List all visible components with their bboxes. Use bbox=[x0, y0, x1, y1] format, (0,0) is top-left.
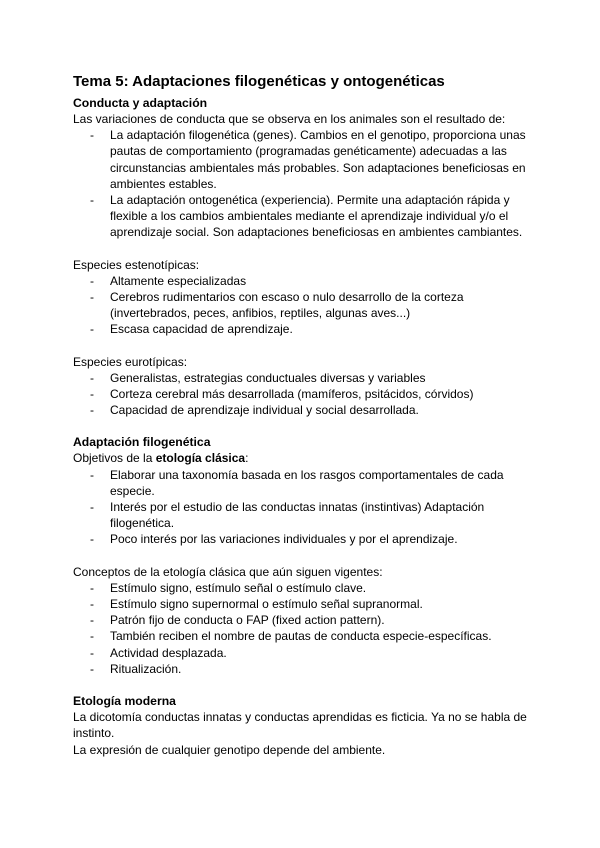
list-item: - Altamente especializadas bbox=[90, 273, 247, 288]
concepts-label: Conceptos de la etología clásica que aún siguen vigentes: bbox=[73, 564, 383, 579]
document-title: Tema 5: Adaptaciones filogenéticas y ontogenéticas bbox=[73, 73, 445, 90]
list-concepts bbox=[73, 580, 533, 677]
list-item: - La adaptación filogenética (genes). Cambios en el genotipo, proporciona unas pautas de comportamiento (programadas genéticamente) adecuadas a las circunstancias ambientales más probables. Son adaptaciones beneficiosas en ambientes estables. bbox=[90, 128, 526, 191]
list-item: - Corteza cerebral más desarrollada (mamíferos, psitácidos, córvidos) bbox=[90, 387, 474, 402]
document-page bbox=[73, 72, 533, 758]
list-item: - Patrón fijo de conducta o FAP (fixed action pattern). bbox=[90, 613, 385, 628]
dash-marker: - bbox=[90, 661, 94, 676]
spacer bbox=[73, 418, 533, 434]
list-item: - Ritualización. bbox=[90, 661, 182, 676]
dash-marker: - bbox=[90, 128, 94, 143]
dash-marker: - bbox=[90, 597, 94, 612]
list-item: - La adaptación ontogenética (experiencia). Permite una adaptación rápida y flexible a los cambios ambientales mediante el aprendizaje individual y/o el aprendizaje social. Son adaptaciones beneficiosas en ambientes cambiantes. bbox=[90, 193, 523, 240]
dash-marker: - bbox=[90, 580, 94, 595]
dash-marker: - bbox=[90, 193, 94, 208]
dash-marker: - bbox=[90, 403, 94, 418]
section-intro-filogenetica: Objetivos de la etología clásica: bbox=[73, 451, 249, 466]
dash-marker: - bbox=[90, 387, 94, 402]
dash-marker: - bbox=[90, 645, 94, 660]
spacer bbox=[73, 677, 533, 693]
dash-marker: - bbox=[90, 613, 94, 628]
dash-marker: - bbox=[90, 629, 94, 644]
spacer bbox=[73, 241, 533, 257]
stenotopic-label: Especies estenotípicas: bbox=[73, 257, 200, 272]
list-item: - Elaborar una taxonomía basada en los rasgos comportamentales de cada especie. bbox=[90, 467, 504, 498]
list-objectives bbox=[73, 467, 533, 548]
list-item: - Capacidad de aprendizaje individual y social desarrollada. bbox=[90, 403, 419, 418]
spacer bbox=[73, 338, 533, 354]
dash-marker: - bbox=[90, 290, 94, 305]
section-intro-conducta: Las variaciones de conducta que se observa en los animales son el resultado de: bbox=[73, 112, 506, 126]
list-item: - Poco interés por las variaciones individuales y por el aprendizaje. bbox=[90, 532, 458, 547]
list-item: - Generalistas, estrategias conductuales diversas y variables bbox=[90, 370, 426, 385]
section-heading-conducta: Conducta y adaptación bbox=[73, 96, 208, 110]
list-item: - Cerebros rudimentarios con escaso o nulo desarrollo de la corteza (invertebrados, peces, anfibios, reptiles, algunas aves...) bbox=[90, 290, 464, 321]
dash-marker: - bbox=[90, 500, 94, 515]
dash-marker: - bbox=[90, 273, 94, 288]
dash-marker: - bbox=[90, 370, 94, 385]
list-item: - Escasa capacidad de aprendizaje. bbox=[90, 322, 293, 337]
list-stenotopic bbox=[73, 273, 533, 338]
list-item: - También reciben el nombre de pautas de conducta especie-específicas. bbox=[90, 629, 492, 644]
paragraph: La dicotomía conductas innatas y conductas aprendidas es ficticia. Ya no se habla de instinto. bbox=[73, 710, 527, 741]
list-item: - Interés por el estudio de las conductas innatas (instintivas) Adaptación filogenética. bbox=[90, 500, 485, 531]
list-adaptations bbox=[73, 127, 533, 240]
section-heading-etologia-moderna: Etología moderna bbox=[73, 694, 176, 709]
dash-marker: - bbox=[90, 532, 94, 547]
section-heading-filogenetica: Adaptación filogenética bbox=[73, 435, 211, 450]
list-item: - Actividad desplazada. bbox=[90, 645, 227, 660]
list-eurytopic bbox=[73, 370, 533, 419]
spacer bbox=[73, 548, 533, 564]
list-item: - Estímulo signo supernormal o estímulo señal supranormal. bbox=[90, 597, 423, 612]
dash-marker: - bbox=[90, 467, 94, 482]
dash-marker: - bbox=[90, 322, 94, 337]
list-item: - Estímulo signo, estímulo señal o estímulo clave. bbox=[90, 580, 367, 595]
paragraph: La expresión de cualquier genotipo depende del ambiente. bbox=[73, 742, 386, 757]
bold-term: etología clásica bbox=[155, 451, 246, 466]
eurytopic-label: Especies eurotípicas: bbox=[73, 354, 188, 369]
